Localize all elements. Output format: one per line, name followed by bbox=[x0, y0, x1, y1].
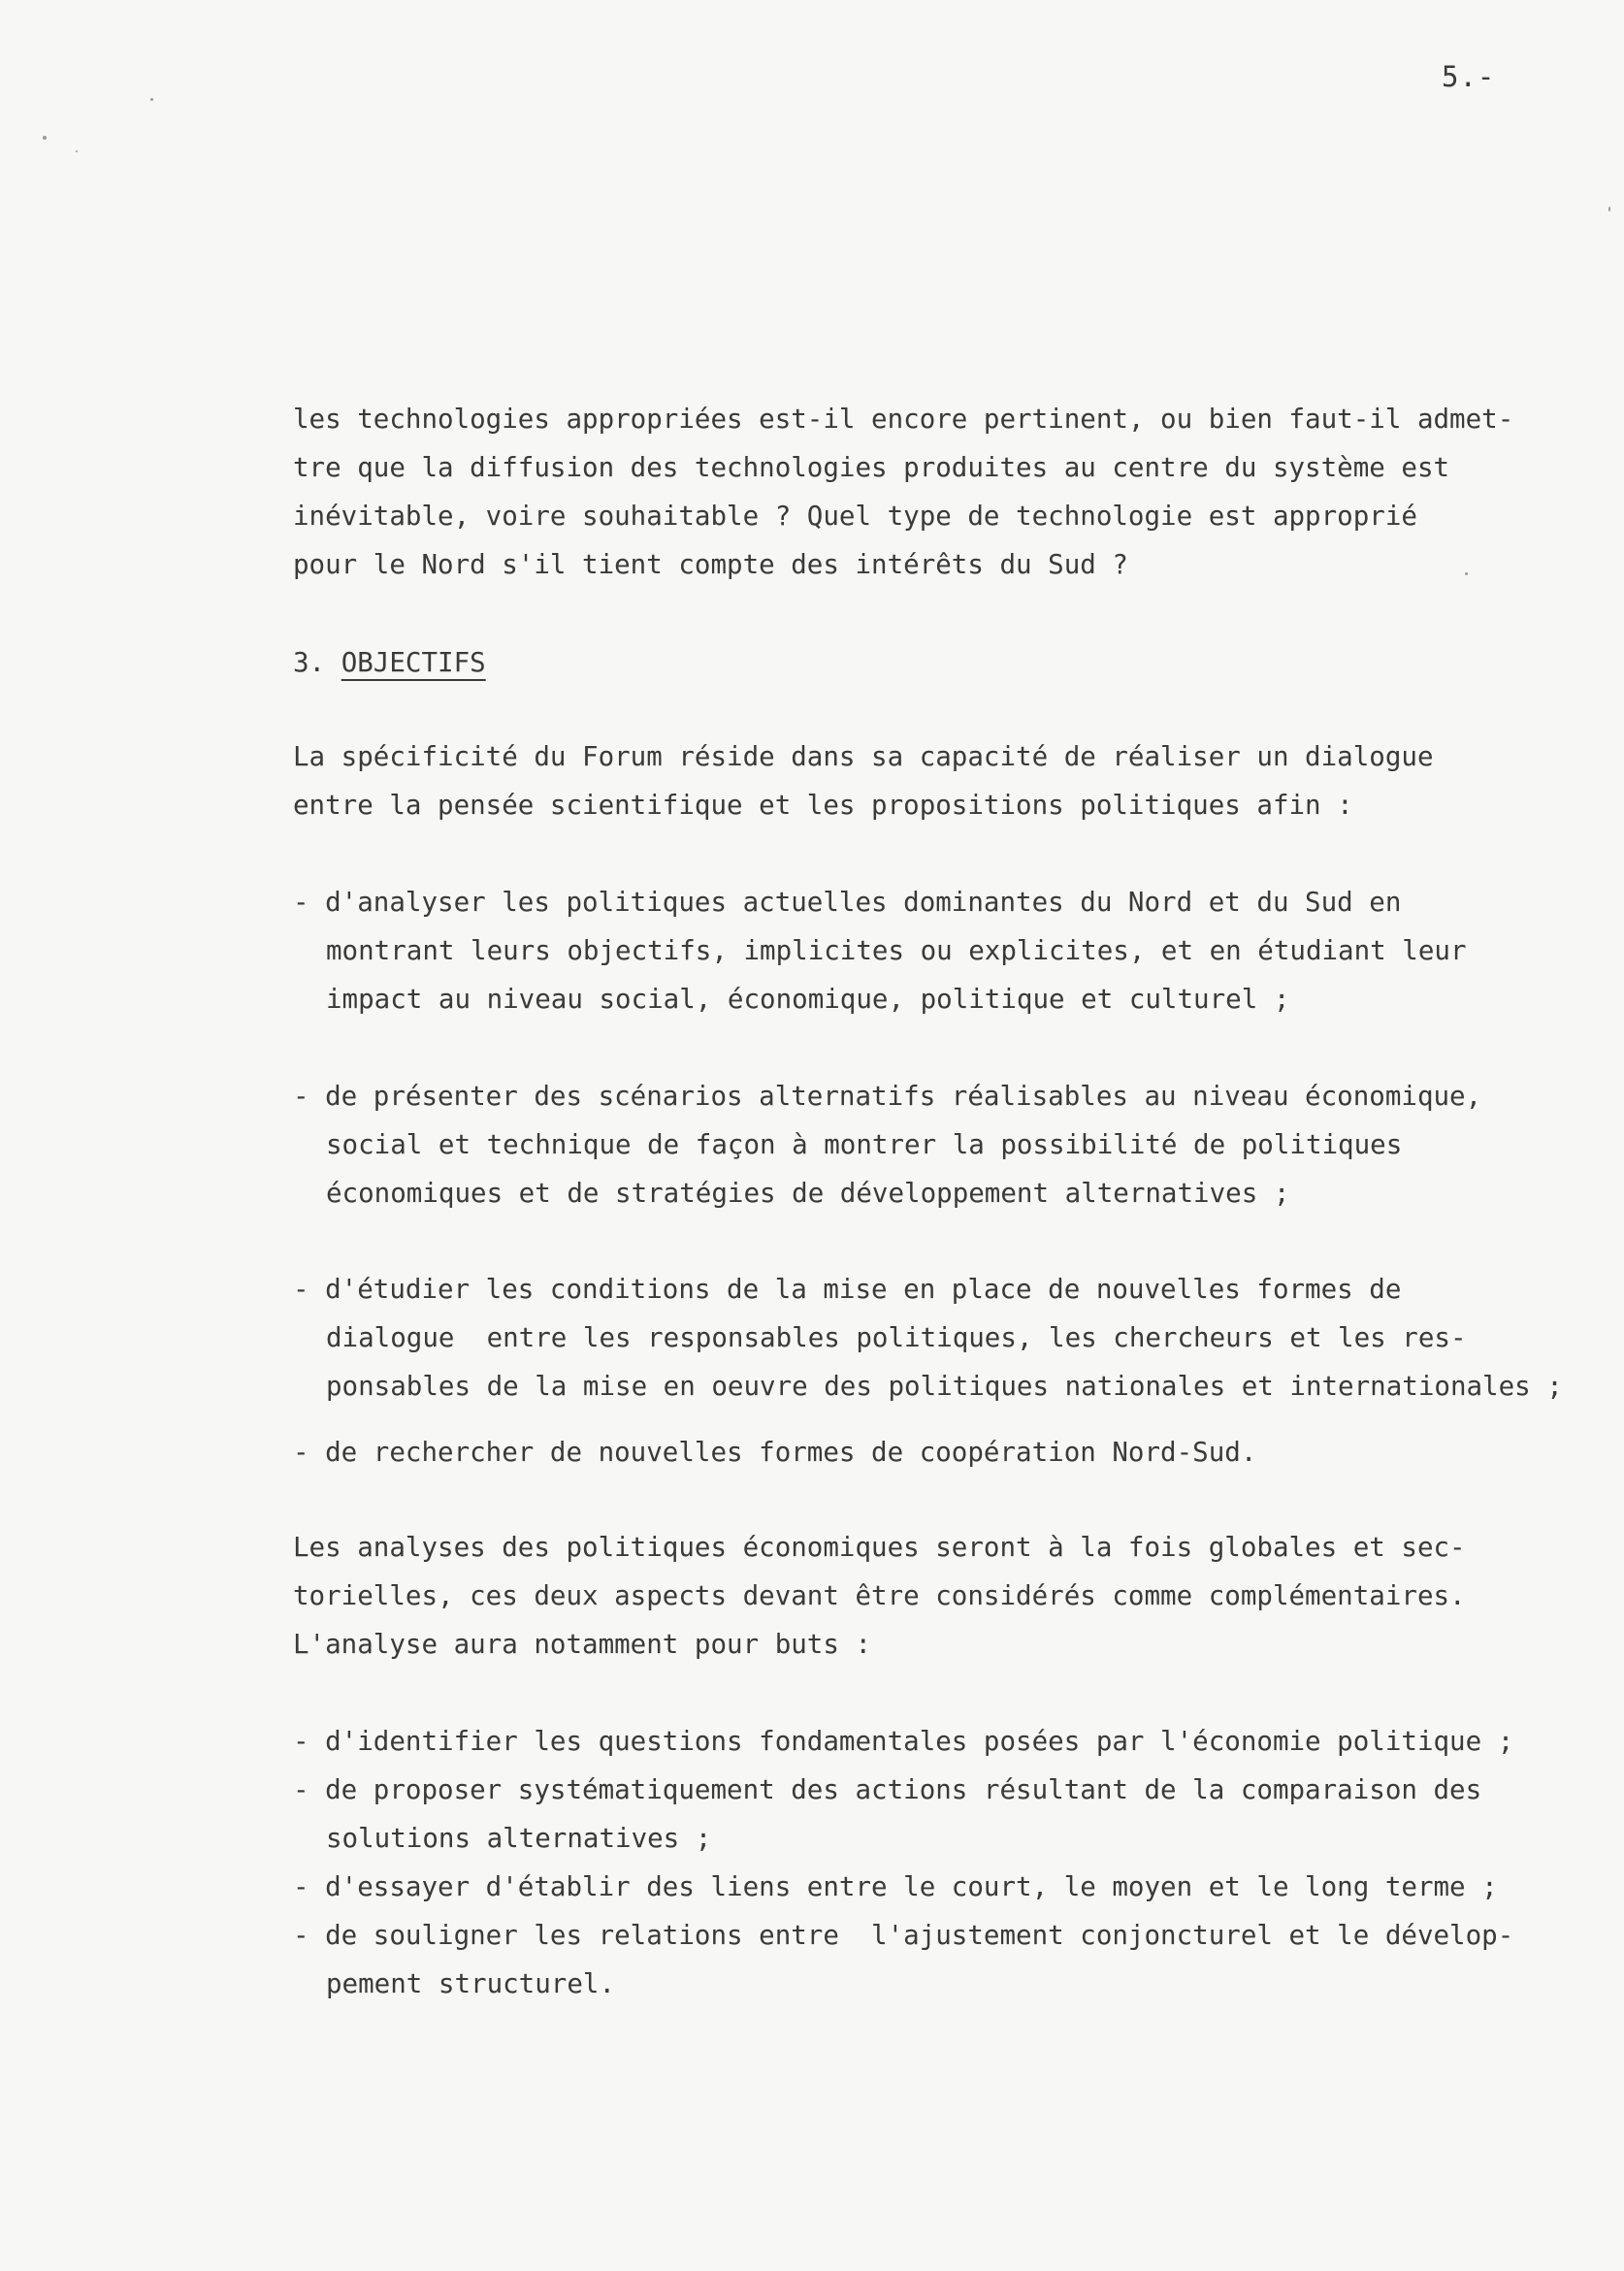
forum-line: entre la pensée scientifique et les propositions politiques afin : bbox=[293, 790, 1353, 821]
objective-item-line: social et technique de façon à montrer la possibilité de politiques bbox=[326, 1129, 1403, 1160]
section-heading bbox=[293, 639, 486, 687]
forum-line: La spécificité du Forum réside dans sa capacité de réaliser un dialogue bbox=[293, 741, 1434, 772]
intro-line: les technologies appropriées est-il encore pertinent, ou bien faut-il admet- bbox=[293, 404, 1514, 435]
goal-item-line: solutions alternatives ; bbox=[326, 1823, 712, 1854]
goal-item-first-line: - d'essayer d'établir des liens entre le court, le moyen et le long terme ; bbox=[293, 1871, 1498, 1902]
section-number: 3. bbox=[293, 647, 326, 678]
objective-item-line: dialogue entre les responsables politiques, les chercheurs et les res- bbox=[326, 1322, 1467, 1353]
objective-item-first-line: - de rechercher de nouvelles formes de coopération Nord-Sud. bbox=[293, 1437, 1257, 1468]
scan-speck bbox=[43, 136, 47, 140]
intro-line: inévitable, voire souhaitable ? Quel type de technologie est approprié bbox=[293, 501, 1417, 532]
objective-item-first-line: - de présenter des scénarios alternatifs réalisables au niveau économique, bbox=[293, 1081, 1482, 1112]
goal-item-line: pement structurel. bbox=[326, 1968, 616, 1999]
analysis-line: Les analyses des politiques économiques seront à la fois globales et sec- bbox=[293, 1532, 1466, 1563]
page-number: 5.- bbox=[1442, 60, 1496, 93]
objective-item-first-line: - d'étudier les conditions de la mise en place de nouvelles formes de bbox=[293, 1274, 1402, 1305]
scan-speck bbox=[150, 98, 153, 101]
objective-item-line: ponsables de la mise en oeuvre des politiques nationales et internationales ; bbox=[326, 1371, 1563, 1402]
goal-item-first-line: - de souligner les relations entre l'ajustement conjoncturel et le dévelop- bbox=[293, 1920, 1514, 1951]
scan-speck bbox=[76, 150, 78, 152]
intro-line: tre que la diffusion des technologies produites au centre du système est bbox=[293, 452, 1450, 483]
goal-item-first-line: - d'identifier les questions fondamentales posées par l'économie politique ; bbox=[293, 1726, 1514, 1757]
intro-line: pour le Nord s'il tient compte des intérêts du Sud ? bbox=[293, 549, 1128, 580]
objective-item-line: montrant leurs objectifs, implicites ou explicites, et en étudiant leur bbox=[326, 935, 1467, 966]
objective-item-line: impact au niveau social, économique, politique et culturel ; bbox=[326, 984, 1290, 1015]
scan-speck bbox=[1608, 207, 1610, 211]
goal-item-first-line: - de proposer systématiquement des actions résultant de la comparaison des bbox=[293, 1774, 1482, 1805]
analysis-line: torielles, ces deux aspects devant être considérés comme complémentaires. bbox=[293, 1580, 1466, 1611]
analysis-line: L'analyse aura notamment pour buts : bbox=[293, 1629, 872, 1660]
section-title: OBJECTIFS bbox=[341, 647, 486, 678]
objective-item-first-line: - d'analyser les politiques actuelles dominantes du Nord et du Sud en bbox=[293, 887, 1402, 918]
objective-item-line: économiques et de stratégies de développement alternatives ; bbox=[326, 1178, 1290, 1209]
scan-speck bbox=[1465, 572, 1468, 575]
